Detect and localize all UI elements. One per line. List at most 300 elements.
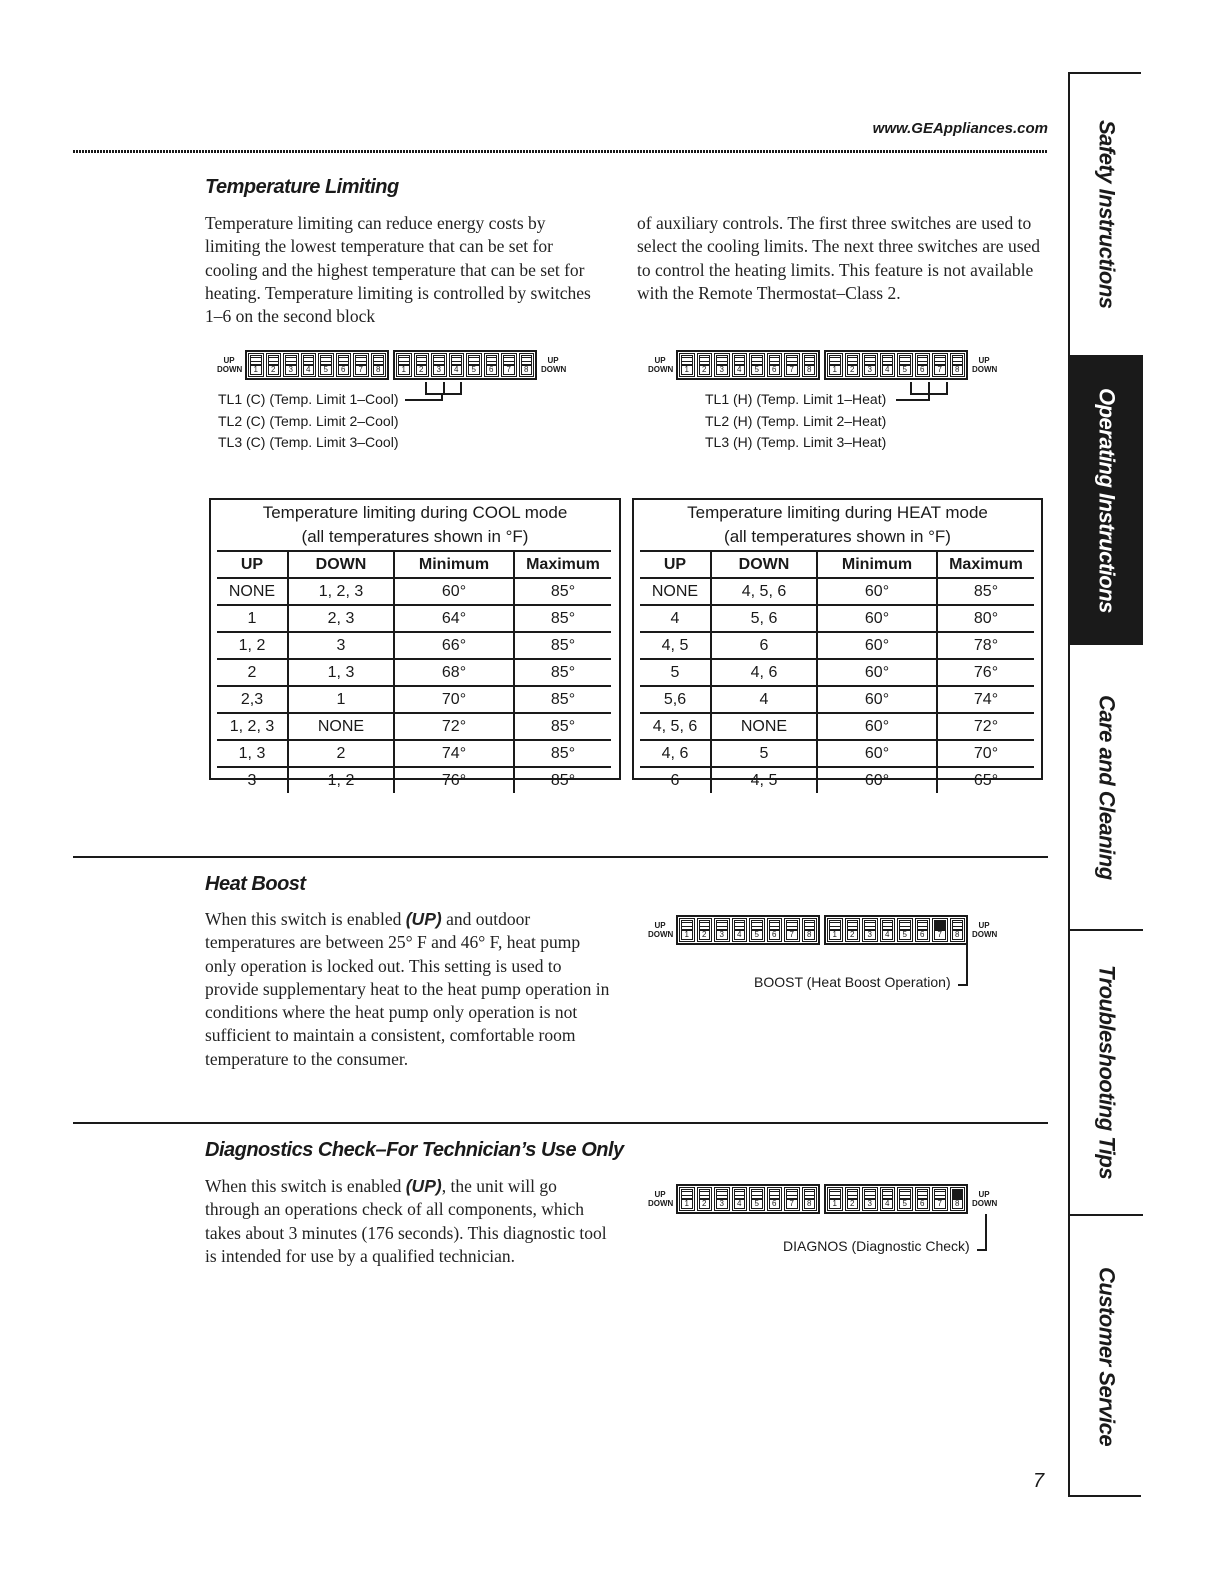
heat-label: TL2 (H) (Temp. Limit 2–Heat)	[705, 412, 887, 429]
bracket-line	[958, 984, 968, 986]
table-row	[640, 740, 1034, 767]
bracket-line	[425, 393, 462, 395]
website-url: www.GEAppliances.com	[872, 120, 1048, 137]
up-text: UP	[978, 921, 990, 930]
switch-number: 4	[303, 364, 315, 375]
switch-number: 8	[804, 364, 816, 375]
switch-number: 6	[769, 364, 781, 375]
table-cell: 60°	[817, 632, 937, 659]
cool-switch-labels	[218, 389, 399, 454]
bracket-line	[977, 1249, 987, 1251]
table-row	[217, 686, 611, 713]
dip-switch	[845, 1187, 861, 1211]
dip-switch	[749, 918, 765, 942]
switch-number: 5	[899, 364, 911, 375]
switch-number: 5	[899, 929, 911, 940]
para-text: When this switch is enabled	[205, 909, 406, 929]
dip-switch	[802, 918, 818, 942]
switch-number: 4	[734, 364, 746, 375]
switch-number: 7	[786, 929, 798, 940]
switch-number: 6	[769, 929, 781, 940]
heat-switch-labels	[705, 389, 886, 454]
switch-number: 2	[847, 364, 859, 375]
down-text: DOWN	[541, 365, 567, 374]
dip-switch	[767, 918, 783, 942]
table-cell: 5	[640, 659, 711, 686]
dip-switch	[371, 353, 387, 377]
table-cell: 72°	[394, 713, 514, 740]
table-cell: 68°	[394, 659, 514, 686]
switch-number: 4	[734, 929, 746, 940]
table-row	[217, 659, 611, 686]
switch-number: 5	[899, 1198, 911, 1209]
dip-switch	[880, 918, 896, 942]
up-down-indicator	[541, 356, 565, 374]
switch-number: 4	[882, 364, 894, 375]
cool-label: TL1 (C) (Temp. Limit 1–Cool)	[218, 391, 399, 407]
dip-switch-block	[393, 350, 537, 380]
dip-switch	[802, 1187, 818, 1211]
switch-number: 1	[250, 364, 262, 375]
table-row	[640, 659, 1034, 686]
up-down-indicator	[648, 921, 672, 939]
table-cell: 80°	[937, 605, 1034, 632]
column-header: DOWN	[711, 551, 817, 578]
switch-number: 3	[285, 364, 297, 375]
switch-number: 5	[751, 929, 763, 940]
table-cell: 70°	[937, 740, 1034, 767]
section-tabs-sidebar	[1068, 72, 1141, 1497]
switch-number: 1	[829, 929, 841, 940]
dip-switch-set-heat	[648, 350, 996, 384]
table-cell: 1, 2	[288, 767, 394, 793]
switch-number: 7	[934, 929, 946, 940]
dip-switch	[732, 1187, 748, 1211]
page-number: 7	[1033, 1470, 1045, 1492]
diagnostics-para	[205, 1175, 615, 1268]
table-cell: 5,6	[640, 686, 711, 713]
dip-switch	[679, 1187, 695, 1211]
table-cell: 1, 2, 3	[288, 578, 394, 605]
dip-switch-set-cool	[217, 350, 565, 384]
column-header: Minimum	[394, 551, 514, 578]
switch-number: 5	[751, 364, 763, 375]
switch-number: 2	[699, 929, 711, 940]
switch-number: 4	[882, 1198, 894, 1209]
table-cell: 66°	[394, 632, 514, 659]
up-text: UP	[223, 356, 235, 365]
table-cell: 4	[711, 686, 817, 713]
up-down-indicator	[972, 1190, 996, 1208]
switch-number: 6	[917, 364, 929, 375]
dip-switch	[732, 353, 748, 377]
dip-switch	[318, 353, 334, 377]
switch-number: 8	[804, 929, 816, 940]
up-text: UP	[978, 356, 990, 365]
switch-number: 4	[882, 929, 894, 940]
table-cell: 85°	[514, 713, 611, 740]
table-cell: 4	[640, 605, 711, 632]
switch-number: 2	[699, 1198, 711, 1209]
temperature-limiting-para-right: of auxiliary controls. The first three switches are used to select the cooling limits. The next three switches are used to control the heating limits. This feature is not available with the Remote Thermostat–Class 2.	[637, 213, 1041, 303]
dip-switch	[897, 1187, 913, 1211]
dip-switch	[827, 353, 843, 377]
dip-switch	[845, 918, 861, 942]
para-text: , the unit will go through an operations check of all components, which takes about 3 minutes (176 seconds). This diagnostic tool is intended for use by a qualified technician.	[205, 1176, 607, 1266]
dip-switch	[915, 918, 931, 942]
tab-troubleshooting-tips[interactable]	[1070, 931, 1143, 1216]
tab-label: Care and Cleaning	[1094, 694, 1120, 880]
dip-switch	[714, 918, 730, 942]
dip-switch	[784, 353, 800, 377]
switch-number: 8	[373, 364, 385, 375]
switch-number: 3	[433, 364, 445, 375]
switch-number: 6	[338, 364, 350, 375]
dip-switch-set-boost	[648, 915, 996, 949]
tab-label: Customer Service	[1094, 1266, 1120, 1447]
tab-label: Safety Instructions	[1094, 120, 1120, 309]
table-cell: 5	[711, 740, 817, 767]
table-cell: 4, 5	[640, 632, 711, 659]
table-cell: 2, 3	[288, 605, 394, 632]
table-cell: 4, 6	[640, 740, 711, 767]
tab-label: Troubleshooting Tips	[1094, 965, 1120, 1180]
table-cell: 64°	[394, 605, 514, 632]
dip-switch	[767, 1187, 783, 1211]
switch-number: 3	[716, 364, 728, 375]
heat-label: TL1 (H) (Temp. Limit 1–Heat)	[705, 391, 887, 407]
down-text: DOWN	[217, 365, 243, 374]
table-cell: 85°	[514, 686, 611, 713]
table-cell: NONE	[640, 578, 711, 605]
switch-number: 7	[786, 1198, 798, 1209]
dip-switch	[697, 353, 713, 377]
dip-switch	[932, 918, 948, 942]
para-emphasis: (UP)	[405, 909, 442, 929]
table-cell: 1, 2, 3	[217, 713, 288, 740]
switch-number: 1	[829, 364, 841, 375]
dip-switch	[862, 353, 878, 377]
table-cell: 2	[217, 659, 288, 686]
dip-switch-set-diagnostics	[648, 1184, 996, 1218]
switch-number: 4	[734, 1198, 746, 1209]
down-text: DOWN	[648, 1199, 674, 1208]
switch-number: 2	[416, 364, 428, 375]
heat-boost-heading: Heat Boost	[205, 873, 306, 895]
switch-number: 1	[681, 1198, 693, 1209]
diagnostics-switch-label: DIAGNOS (Diagnostic Check)	[783, 1238, 970, 1254]
dip-switch	[301, 353, 317, 377]
switch-number: 8	[952, 364, 964, 375]
dip-switch	[932, 353, 948, 377]
switch-number: 2	[699, 364, 711, 375]
up-down-indicator	[648, 1190, 672, 1208]
dip-switch	[501, 353, 517, 377]
section-rule	[73, 1122, 1048, 1124]
switch-number: 3	[864, 929, 876, 940]
dip-switch	[336, 353, 352, 377]
switch-number: 7	[934, 364, 946, 375]
section-rule	[73, 856, 1048, 858]
switch-number: 5	[468, 364, 480, 375]
dip-switch	[784, 918, 800, 942]
dip-switch	[950, 918, 966, 942]
para-emphasis: (UP)	[405, 1176, 442, 1196]
dip-switch	[414, 353, 430, 377]
bracket-line	[985, 1214, 987, 1250]
cool-label: TL3 (C) (Temp. Limit 3–Cool)	[218, 434, 399, 450]
dip-switch	[248, 353, 264, 377]
up-text: UP	[654, 921, 666, 930]
switch-number: 1	[681, 364, 693, 375]
dip-switch	[697, 918, 713, 942]
dip-switch	[932, 1187, 948, 1211]
table-caption: Temperature limiting during COOL mode	[262, 503, 568, 522]
dip-switch	[880, 1187, 896, 1211]
column-header: Minimum	[817, 551, 937, 578]
tab-label: Operating Instructions	[1094, 387, 1120, 613]
switch-number: 8	[804, 1198, 816, 1209]
heat-label: TL3 (H) (Temp. Limit 3–Heat)	[705, 434, 887, 450]
switch-number: 4	[451, 364, 463, 375]
table-cell: 76°	[394, 767, 514, 793]
dip-switch	[484, 353, 500, 377]
switch-number: 2	[847, 1198, 859, 1209]
switch-number: 1	[829, 1198, 841, 1209]
dip-switch	[897, 918, 913, 942]
dip-switch	[784, 1187, 800, 1211]
table-cell: 85°	[937, 578, 1034, 605]
up-down-indicator	[648, 356, 672, 374]
table-cell: 1, 3	[217, 740, 288, 767]
column-header: Maximum	[937, 551, 1034, 578]
cool-label: TL2 (C) (Temp. Limit 2–Cool)	[218, 412, 399, 429]
boost-switch-label: BOOST (Heat Boost Operation)	[754, 974, 951, 990]
table-cell: 2	[288, 740, 394, 767]
temperature-limiting-heading: Temperature Limiting	[205, 176, 399, 198]
dip-switch-block	[824, 1184, 968, 1214]
dip-switch	[915, 353, 931, 377]
switch-number: 3	[864, 364, 876, 375]
switch-number: 7	[934, 1198, 946, 1209]
diagnostics-heading: Diagnostics Check–For Technician’s Use Only	[205, 1139, 624, 1161]
table-row	[217, 767, 611, 793]
table-cell: 85°	[514, 659, 611, 686]
column-header: UP	[640, 551, 711, 578]
para-text: When this switch is enabled	[205, 1176, 406, 1196]
header-rule	[73, 150, 1048, 153]
down-text: DOWN	[972, 930, 998, 939]
dip-switch	[697, 1187, 713, 1211]
table-row	[640, 686, 1034, 713]
dip-switch	[679, 918, 695, 942]
up-text: UP	[654, 356, 666, 365]
dip-switch-block	[245, 350, 389, 380]
table-cell: 4, 5, 6	[640, 713, 711, 740]
table-cell: 85°	[514, 767, 611, 793]
tab-operating-instructions[interactable]	[1070, 357, 1143, 645]
dip-switch	[845, 353, 861, 377]
switch-number: 5	[320, 364, 332, 375]
table-caption: (all temperatures shown in °F)	[301, 527, 529, 546]
bracket-line	[966, 945, 968, 985]
bracket-line	[441, 393, 443, 401]
table-row	[640, 605, 1034, 632]
table-row	[217, 740, 611, 767]
column-header: Maximum	[514, 551, 611, 578]
dip-switch	[802, 353, 818, 377]
down-text: DOWN	[648, 930, 674, 939]
table-cell: 72°	[937, 713, 1034, 740]
up-text: UP	[978, 1190, 990, 1199]
switch-number: 3	[864, 1198, 876, 1209]
table-row	[640, 578, 1034, 605]
heat-boost-para	[205, 908, 615, 1071]
up-down-indicator	[972, 921, 996, 939]
dip-switch	[950, 353, 966, 377]
table-cell: 74°	[394, 740, 514, 767]
dip-switch	[862, 918, 878, 942]
dip-switch	[862, 1187, 878, 1211]
switch-number: 1	[681, 929, 693, 940]
dip-switch	[714, 353, 730, 377]
temperature-limiting-para-left: Temperature limiting can reduce energy costs by limiting the lowest temperature that can be set for cooling and the highest temperature that can be set for heating. Temperature limiting is controlled by switches 1–6 on the second block	[205, 213, 591, 327]
switch-number: 5	[751, 1198, 763, 1209]
column-header: UP	[217, 551, 288, 578]
table-cell: 2,3	[217, 686, 288, 713]
table-cell: 1	[217, 605, 288, 632]
table-cell: 1	[288, 686, 394, 713]
dip-switch	[915, 1187, 931, 1211]
up-text: UP	[654, 1190, 666, 1199]
table-row	[217, 632, 611, 659]
table-cell: 60°	[817, 713, 937, 740]
table-cell: 60°	[817, 659, 937, 686]
dip-switch	[732, 918, 748, 942]
tab-customer-service[interactable]	[1070, 1216, 1143, 1497]
table-cell: NONE	[217, 578, 288, 605]
dip-switch-block	[824, 915, 968, 945]
table-cell: 85°	[514, 605, 611, 632]
tab-safety-instructions[interactable]	[1070, 74, 1143, 357]
table-cell: 6	[640, 767, 711, 793]
table-row	[217, 578, 611, 605]
table-cell: 6	[711, 632, 817, 659]
switch-number: 7	[503, 364, 515, 375]
dip-switch-block	[676, 350, 820, 380]
table-cell: 70°	[394, 686, 514, 713]
switch-number: 7	[355, 364, 367, 375]
dip-switch	[266, 353, 282, 377]
table-cell: 85°	[514, 578, 611, 605]
down-text: DOWN	[972, 365, 998, 374]
switch-number: 3	[716, 929, 728, 940]
table-row	[640, 632, 1034, 659]
dip-switch	[827, 918, 843, 942]
dip-switch	[519, 353, 535, 377]
table-cell: 1, 3	[288, 659, 394, 686]
table-caption: (all temperatures shown in °F)	[724, 527, 951, 546]
table-cell: 85°	[514, 632, 611, 659]
tab-care-and-cleaning[interactable]	[1070, 645, 1143, 931]
dip-switch	[431, 353, 447, 377]
table-cell: 65°	[937, 767, 1034, 793]
temperature-table	[640, 550, 1034, 793]
table-cell: 78°	[937, 632, 1034, 659]
switch-number: 8	[952, 1198, 964, 1209]
table-cell: 4, 5	[711, 767, 817, 793]
switch-number: 7	[786, 364, 798, 375]
table-cell: 60°	[817, 578, 937, 605]
dip-switch	[827, 1187, 843, 1211]
dip-switch	[897, 353, 913, 377]
up-down-indicator	[217, 356, 241, 374]
bracket-line	[928, 393, 930, 401]
table-cell: 85°	[514, 740, 611, 767]
switch-number: 2	[268, 364, 280, 375]
table-cell: NONE	[711, 713, 817, 740]
dip-switch	[950, 1187, 966, 1211]
table-cell: 5, 6	[711, 605, 817, 632]
table-cell: 74°	[937, 686, 1034, 713]
table-cell: NONE	[288, 713, 394, 740]
table-cell: 3	[288, 632, 394, 659]
table-row	[217, 605, 611, 632]
dip-switch-block	[676, 915, 820, 945]
table-caption: Temperature limiting during HEAT mode	[687, 503, 988, 522]
switch-number: 6	[917, 929, 929, 940]
column-header: DOWN	[288, 551, 394, 578]
dip-switch	[767, 353, 783, 377]
dip-switch	[749, 353, 765, 377]
down-text: DOWN	[972, 1199, 998, 1208]
switch-number: 2	[847, 929, 859, 940]
table-cell: 76°	[937, 659, 1034, 686]
table-cell: 4, 6	[711, 659, 817, 686]
switch-number: 3	[716, 1198, 728, 1209]
table-cell: 3	[217, 767, 288, 793]
switch-number: 8	[952, 929, 964, 940]
heat-mode-table	[632, 498, 1043, 789]
temperature-table	[217, 550, 611, 793]
table-cell: 60°	[817, 740, 937, 767]
table-cell: 60°	[817, 767, 937, 793]
dip-switch	[749, 1187, 765, 1211]
table-cell: 60°	[394, 578, 514, 605]
cool-mode-table	[209, 498, 621, 789]
switch-number: 6	[917, 1198, 929, 1209]
dip-switch-block	[676, 1184, 820, 1214]
dip-switch	[880, 353, 896, 377]
dip-switch	[679, 353, 695, 377]
switch-number: 6	[486, 364, 498, 375]
dip-switch	[714, 1187, 730, 1211]
table-row	[217, 713, 611, 740]
switch-number: 1	[398, 364, 410, 375]
dip-switch	[353, 353, 369, 377]
dip-switch	[449, 353, 465, 377]
table-row	[640, 767, 1034, 793]
down-text: DOWN	[648, 365, 674, 374]
table-row	[640, 713, 1034, 740]
dip-switch	[396, 353, 412, 377]
table-cell: 60°	[817, 605, 937, 632]
bracket-line	[405, 399, 443, 401]
dip-switch-block	[824, 350, 968, 380]
table-cell: 1, 2	[217, 632, 288, 659]
dip-switch	[466, 353, 482, 377]
para-text: and outdoor temperatures are between 25° F and 46° F, heat pump only operation is locked out. This setting is used to provide supplementary heat to the heat pump operation in conditions where the heat pump only operation is not sufficient to maintain a consistent, comfortable room temperature to the consumer.	[205, 909, 610, 1069]
